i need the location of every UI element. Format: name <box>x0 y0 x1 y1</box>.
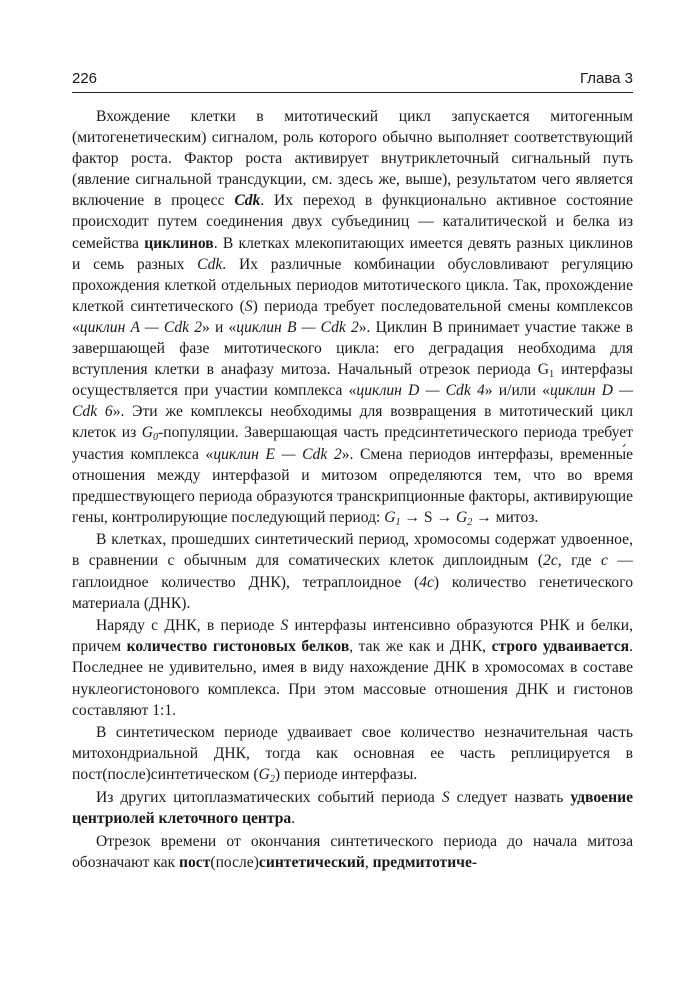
paragraph-histones: Наряду с ДНК, в периоде S интерфазы интенсивно образуются РНК и белки, причем количество гистоновых белков, так же как и ДНК, строго удваивается. Последнее не удивительно, имея в виду нахождение ДНК в хромосомах в составе нуклеогистонового комплекса. При этом массовые отношения ДНК и гистонов составляют 1:1. <box>72 617 633 719</box>
term-cyclins: циклинов <box>144 234 214 252</box>
formula-period-sequence: $G_1 \to S \to G_2$ → митоз. <box>384 508 539 528</box>
paragraph-centrioles: Из других цитоплазматических событий периода S следует назвать удвоение центриолей клеточного центра. <box>72 789 633 828</box>
paragraph-mitochondrial-dna: В синтетическом периоде удваивает свое количество незначительная часть митохондриальной ДНК, тогда как основная ее часть реплицируется в пост(после)синтетическом $(G_2)$ периоде интерфазы. <box>72 724 633 786</box>
running-header <box>72 68 633 93</box>
chapter-title: Глава 3 <box>579 70 633 87</box>
page-number: 226 <box>72 70 98 87</box>
page-body <box>72 106 633 874</box>
paragraph-cell-cycle-entry: Вхождение клетки в митотический цикл запускается митогенным (митогенетическим) сигналом, роль которого обычно выполняет соответствующий фактор роста. Фактор роста активирует внутриклеточный сигнальный путь (явление сигнальной трансдукции, см. здесь же, выше), результатом чего является включение в процесс Cdk. Их переход в функционально активное состояние происходит путем соединения двух субъединиц — каталитической и белка из семейства циклинов. В клетках млекопитающих имеется девять разных циклинов и семь разных Cdk. Их различные комбинации обусловливают регуляцию прохождения клеткой отдельных периодов митотического цикла. Так, прохождение клеткой синтетического (S) периода требует последовательной смены комплексов «циклин A — Cdk 2» и «циклин B — Cdk 2». Циклин B принимает участие также в завершающей фазе митотического цикла: его деградация необходима для вступления клетки в анафазу митоза. Начальный отрезок периода $G_1$ интерфазы осуществляется при участии комплекса «циклин D — Cdk 4» и/или «циклин D — Cdk 6». Эти же комплексы необходимы для возвращения в митотический цикл клеток из $G_0$-популяции. Завершающая часть предсинтетического периода требует участия комплекса «циклин E — Cdk 2». Смена периодов интерфазы, временны́е отношения между интерфазой и митозом определяются тем, что во время предшествующего периода образуются транскрипционные факторы, активирующие гены, контролирующие последующий период: $G_1 \to S \to G_2$ → митоз. <box>72 108 634 528</box>
paragraph-dna-content: В клетках, прошедших синтетический период, хромосомы содержат удвоенное, в сравнении с обычным для соматических клеток диплоидным (2c, где c — гаплоидное количество ДНК), тетраплоидное (4c) количество генетического материала (ДНК). <box>72 531 633 612</box>
term-cdk: Cdk <box>234 192 261 210</box>
paragraph-postsynthetic: Отрезок времени от окончания синтетического периода до начала митоза обозначают как пост(после)синтетический, предмитотиче- <box>72 832 633 871</box>
